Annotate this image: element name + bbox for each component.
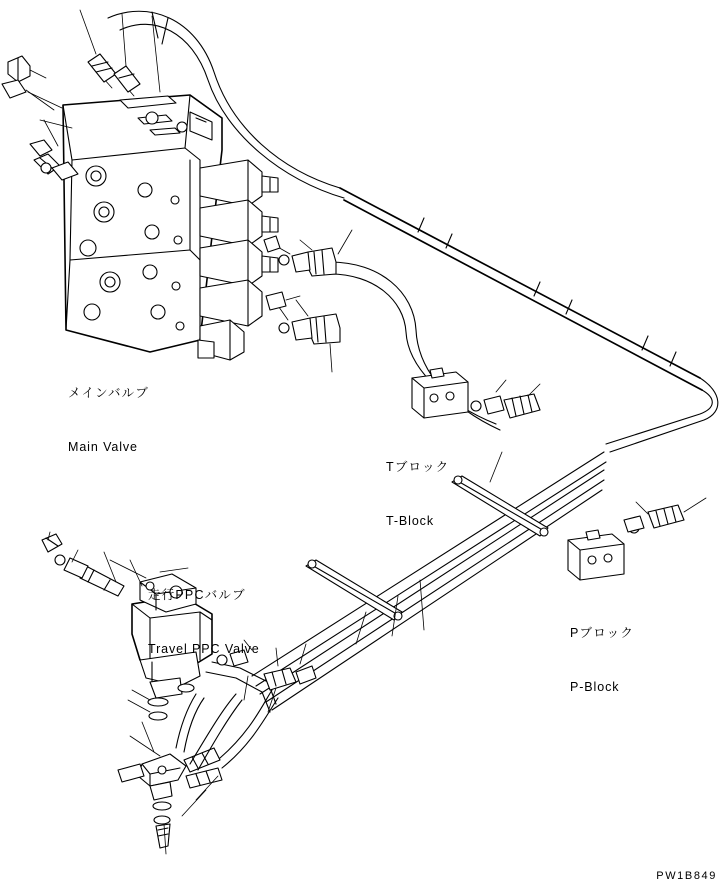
hose-fitting-upper-a <box>276 230 352 276</box>
label-p-block <box>570 587 634 735</box>
label-t-block-jp: Tブロック <box>386 460 450 475</box>
valve-spool-sections <box>198 160 278 360</box>
label-p-block-en: P-Block <box>570 680 620 695</box>
hose-fitting-upper-b <box>274 300 340 372</box>
drawing-part-number: PW1B849 <box>656 870 717 882</box>
hose-clamp-a <box>452 476 548 536</box>
valve-outlet-fittings <box>264 236 300 310</box>
label-t-block-en: T-Block <box>386 514 434 529</box>
label-t-block <box>386 421 449 569</box>
travel-ppc-lower-manifold <box>118 748 222 848</box>
p-block-assembly <box>568 498 706 580</box>
label-travel-ppc-valve-jp: 走行PPCバルブ <box>148 588 246 603</box>
label-travel-ppc-valve-en: Travel PPC Valve <box>148 642 260 657</box>
label-main-valve-jp: メインバルブ <box>68 386 150 401</box>
main-valve-assembly <box>2 10 278 360</box>
label-travel-ppc-valve <box>148 549 260 697</box>
label-main-valve <box>68 347 149 495</box>
label-main-valve-en: Main Valve <box>68 440 138 455</box>
label-p-block-jp: Pブロック <box>570 626 635 641</box>
main-valve-top-bolts <box>80 10 140 96</box>
